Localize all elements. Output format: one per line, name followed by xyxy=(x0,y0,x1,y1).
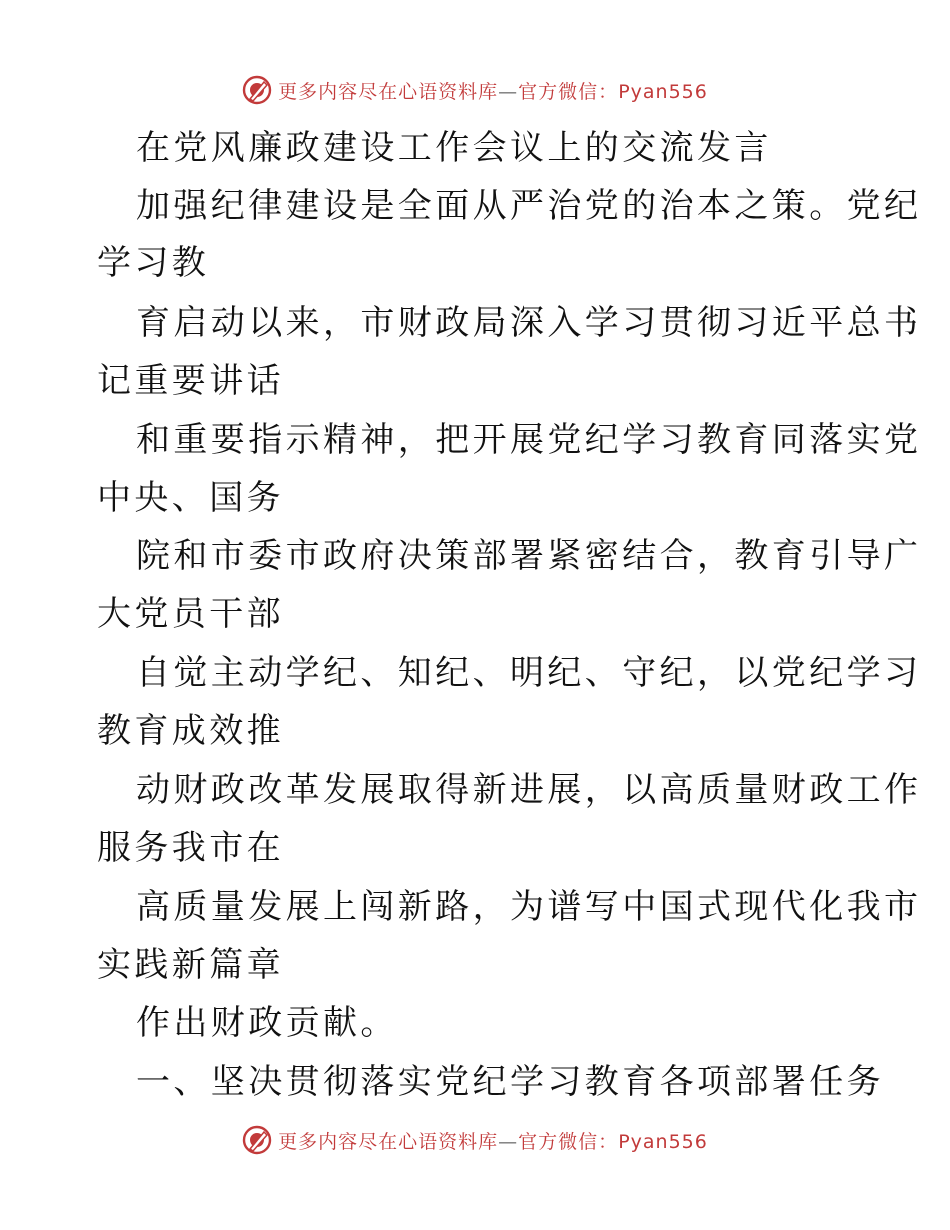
footer-watermark xyxy=(0,1122,950,1158)
watermark-text xyxy=(278,77,708,104)
text-line: 育启动以来，市财政局深入学习贯彻习近平总书 xyxy=(136,303,922,343)
text-line: 学习教 xyxy=(97,243,210,283)
watermark-wechat-id: Pyan556 xyxy=(618,1130,708,1153)
watermark-text xyxy=(278,1127,708,1154)
text-line: 和重要指示精神，把开展党纪学习教育同落实党 xyxy=(136,420,922,460)
watermark-separator: — xyxy=(498,80,519,103)
watermark-wechat-id: Pyan556 xyxy=(618,80,708,103)
text-line: 大党员干部 xyxy=(97,594,284,634)
text-line: 服务我市在 xyxy=(97,828,284,868)
pen-logo-icon xyxy=(242,1125,272,1155)
text-line: 教育成效推 xyxy=(97,711,284,751)
document-title: 在党风廉政建设工作会议上的交流发言 xyxy=(136,128,772,168)
header-watermark xyxy=(0,72,950,108)
text-line: 记重要讲话 xyxy=(97,361,284,401)
watermark-label: 官方微信： xyxy=(518,80,619,103)
text-line: 中央、国务 xyxy=(97,478,284,518)
watermark-separator: — xyxy=(498,1130,519,1153)
text-line: 自觉主动学纪、知纪、明纪、守纪，以党纪学习 xyxy=(136,653,922,693)
text-line: 院和市委市政府决策部署紧密结合，教育引导广 xyxy=(136,536,922,576)
watermark-main-text: 更多内容尽在心语资料库 xyxy=(278,1130,499,1153)
text-line: 加强纪律建设是全面从严治党的治本之策。党纪 xyxy=(136,186,922,226)
section-heading: 一、坚决贯彻落实党纪学习教育各项部署任务 xyxy=(136,1062,884,1102)
text-line: 高质量发展上闯新路，为谱写中国式现代化我市 xyxy=(136,887,922,927)
watermark-label: 官方微信： xyxy=(518,1130,619,1153)
text-line: 动财政改革发展取得新进展，以高质量财政工作 xyxy=(136,770,922,810)
pen-logo-icon xyxy=(242,75,272,105)
text-line: 作出财政贡献。 xyxy=(136,1003,398,1043)
text-line: 实践新篇章 xyxy=(97,945,284,985)
watermark-main-text: 更多内容尽在心语资料库 xyxy=(278,80,499,103)
